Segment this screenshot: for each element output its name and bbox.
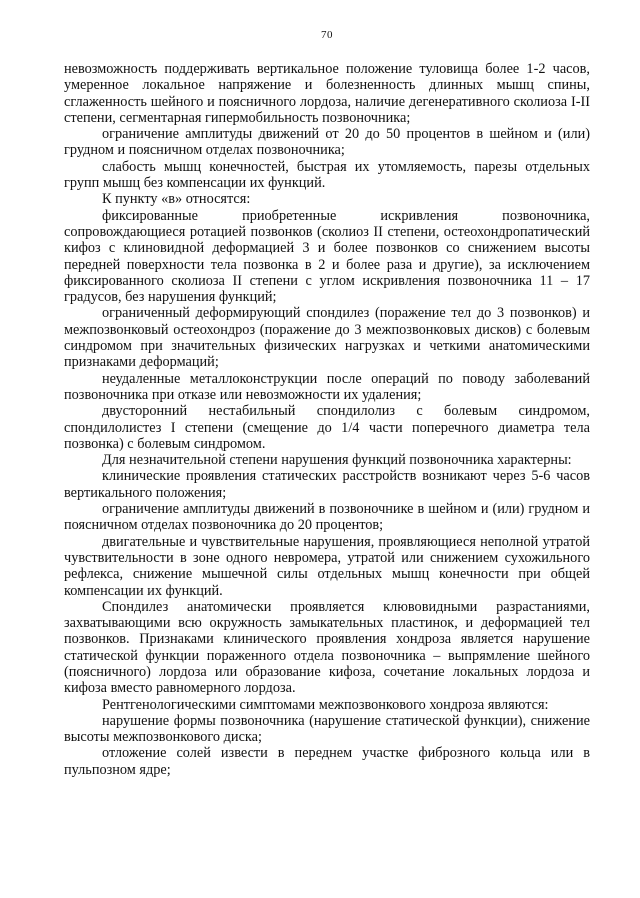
- paragraph: невозможность поддерживать вертикальное положение туловища более 1-2 часов, умеренное локальное напряжение и болезненность длинных мышц спины, сглаженность шейного и поясничного лордоза, наличие дегенеративного сколиоза I-II степени, сегментарная гипермобильность позвоночника;: [64, 61, 590, 126]
- paragraph: неудаленные металлоконструкции после операций по поводу заболеваний позвоночника при отказе или невозможности их удаления;: [64, 370, 590, 403]
- paragraph: К пункту «в» относятся:: [102, 191, 251, 208]
- paragraph: слабость мышц конечностей, быстрая их утомляемость, парезы отдельных групп мышц без компенсации их функций.: [64, 158, 590, 192]
- paragraph: фиксированные приобретенные искривления позвоночника, сопровождающиеся ротацией позвонков (сколиоз II степени, остеохондропатический кифоз с клиновидной деформацией 3 и более позвонков со снижением высоты передней поверхности тела позвонка в 2 и более раза и другие), за исключением фиксированного сколиоза II степени с углом искривления позвоночника 11 – 17 градусов, без нарушения функций;: [64, 207, 590, 306]
- paragraph: нарушение формы позвоночника (нарушение статической функции), снижение высоты межпозвонкового диска;: [64, 712, 590, 746]
- paragraph: двигательные и чувствительные нарушения, проявляющиеся неполной утратой чувствительности в зоне одного невромера, утратой или снижением сухожильного рефлекса, снижение мышечной силы отдельных мышц конечности при общей компенсации их функций.: [64, 533, 590, 599]
- paragraph: Для незначительной степени нарушения функций позвоночника характерны:: [102, 452, 572, 469]
- paragraph: клинические проявления статических расстройств возникают через 5-6 часов вертикального положения;: [64, 468, 590, 501]
- page-number: 70: [321, 29, 333, 41]
- paragraph: двусторонний нестабильный спондилолиз с болевым синдромом, спондилолистез I степени (смещение до 1/4 части поперечного диаметра тела позвонка) с болевым синдромом.: [64, 403, 590, 452]
- document-body: [64, 61, 590, 778]
- paragraph: ограниченный деформирующий спондилез (поражение тел до 3 позвонков) и межпозвонковый остеохондроз (поражение до 3 межпозвонковых дисков) с болевым синдромом при значительных физических нагрузках и четкими анатомическими признаками деформаций;: [64, 305, 590, 371]
- paragraph: ограничение амплитуды движений в позвоночнике в шейном и (или) грудном и поясничном отделах позвоночника до 20 процентов;: [64, 501, 590, 534]
- paragraph: ограничение амплитуды движений от 20 до 50 процентов в шейном и (или) грудном и поясничном отделах позвоночника;: [64, 126, 590, 159]
- paragraph: Рентгенологическими симптомами межпозвонкового хондроза являются:: [102, 696, 549, 713]
- paragraph: отложение солей извести в переднем участке фиброзного кольца или в пульпозном ядре;: [64, 745, 590, 778]
- paragraph: Спондилез анатомически проявляется клювовидными разрастаниями, захватывающими всю окружность замыкательных пластинок, и деформацией тел позвонков. Признаками клинического проявления хондроза является нарушение статической функции пораженного отдела позвоночника – выпрямление шейного (поясничного) лордоза или образование кифоза, сочетание локальных лордоза и кифоза вместо равномерного лордоза.: [64, 598, 590, 697]
